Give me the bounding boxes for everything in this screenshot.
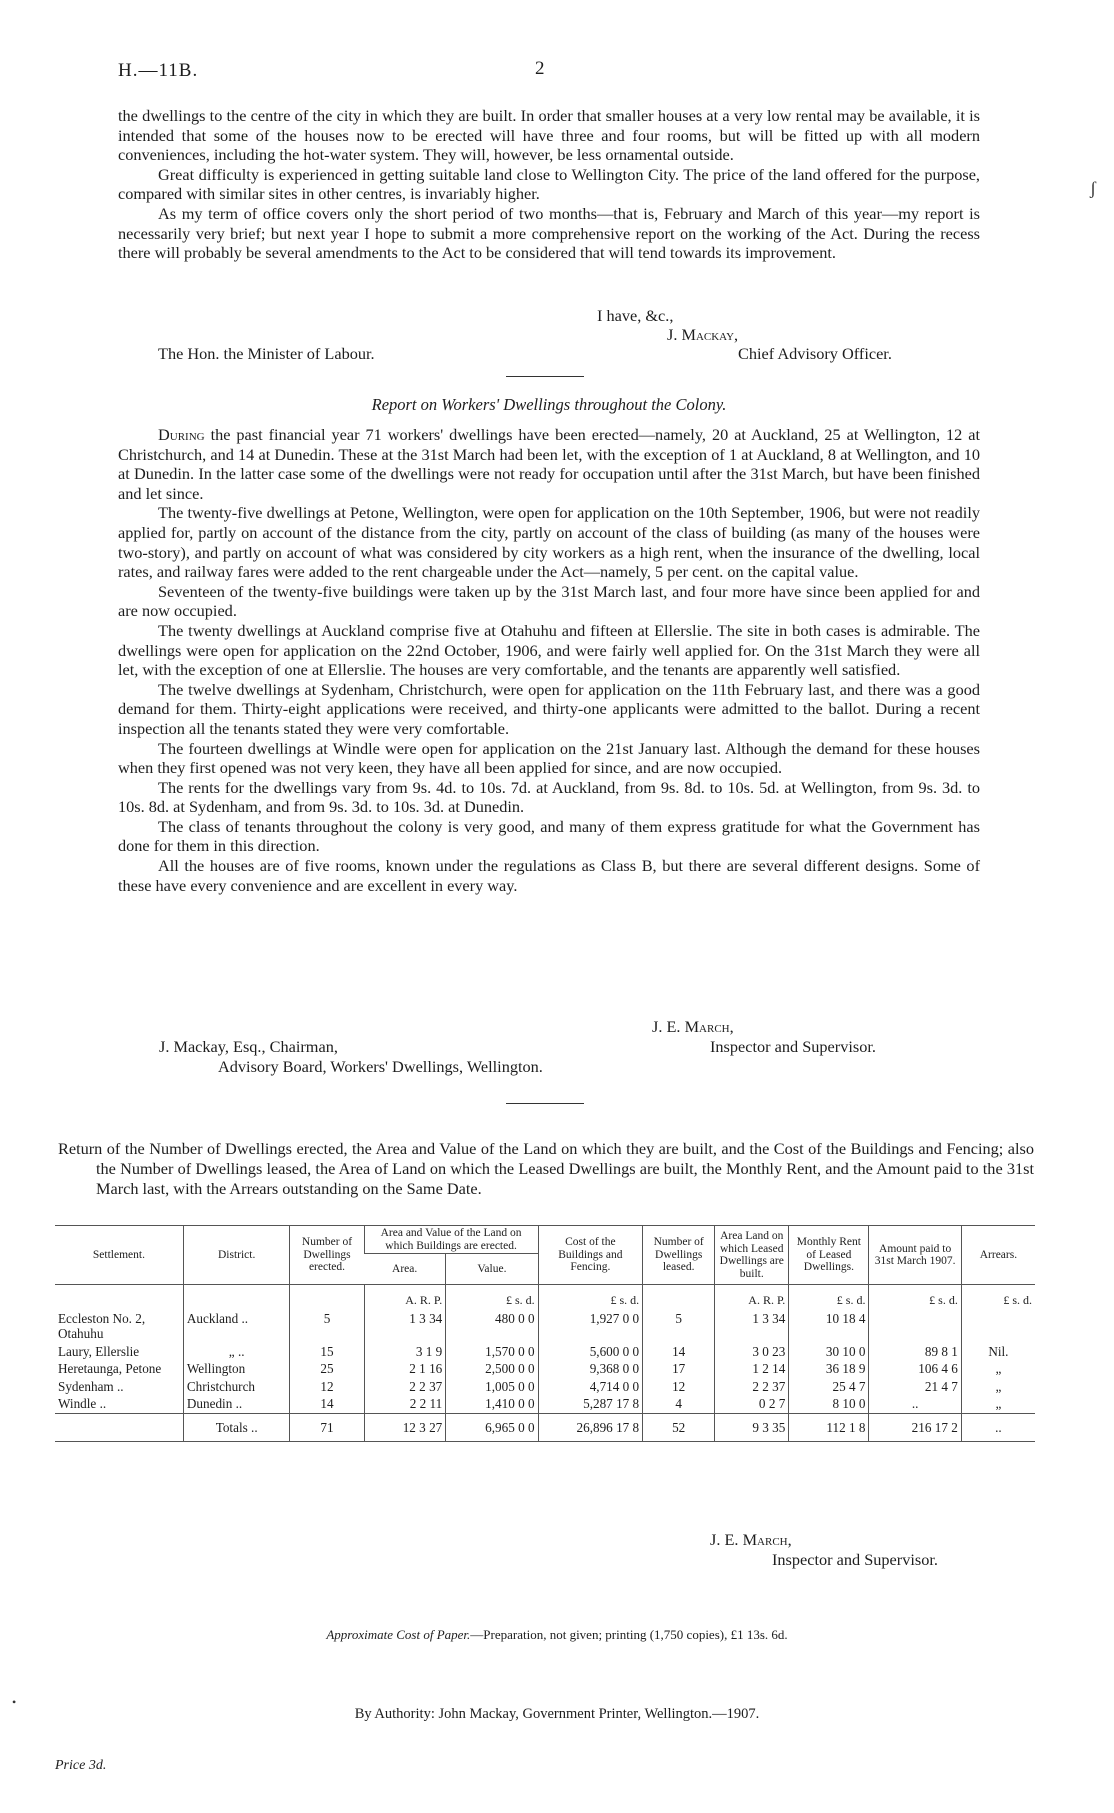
totals-arrears: .. bbox=[961, 1413, 1035, 1442]
cell-paid: 106 4 6 bbox=[869, 1360, 961, 1378]
cost-note-label: Approximate Cost of Paper. bbox=[326, 1627, 471, 1642]
report-paragraph: Seventeen of the twenty-five buildings were taken up by the 31st March last, and four more have since been applied for and are now occupied. bbox=[118, 581, 980, 621]
unit-label: £ s. d. bbox=[961, 1285, 1035, 1310]
cell-value: 1,410 0 0 bbox=[446, 1395, 538, 1413]
cell-area: 2 2 11 bbox=[364, 1395, 446, 1413]
col-header-value: Value. bbox=[446, 1254, 538, 1285]
totals-paid: 216 17 2 bbox=[869, 1413, 961, 1442]
return-heading bbox=[58, 1139, 1034, 1198]
letter-paragraph: Great difficulty is experienced in getting suitable land close to Wellington City. The price of the land offered for the purpose, compared with similar sites in other centres, is invariably higher. bbox=[118, 164, 980, 204]
cell-rent: 25 4 7 bbox=[789, 1378, 869, 1396]
cell-area: 2 1 16 bbox=[364, 1360, 446, 1378]
cell-leased: 14 bbox=[643, 1343, 715, 1361]
cell-district: Auckland .. bbox=[183, 1310, 290, 1343]
cell-arrears: „ bbox=[961, 1395, 1035, 1413]
cell-rent: 30 10 0 bbox=[789, 1343, 869, 1361]
report-addressee-line1: J. Mackay, Esq., Chairman, bbox=[159, 1037, 338, 1056]
col-header-rent: Monthly Rent of Leased Dwellings. bbox=[789, 1226, 869, 1285]
cost-note-text: —Preparation, not given; printing (1,750 copies), £1 13s. 6d. bbox=[470, 1627, 788, 1642]
report-paragraph: All the houses are of five rooms, known under the regulations as Class B, but there are several different designs. Some of these have every convenience and are excellent in every way. bbox=[118, 856, 980, 895]
document-reference: H.—11B. bbox=[118, 60, 199, 81]
report-addressee-line2: Advisory Board, Workers' Dwellings, Wellington. bbox=[218, 1057, 543, 1076]
letter-body bbox=[118, 106, 980, 263]
totals-value: 6,965 0 0 bbox=[446, 1413, 538, 1442]
totals-cost: 26,896 17 8 bbox=[538, 1413, 643, 1442]
report-body bbox=[118, 425, 980, 895]
report-paragraph: The twenty-five dwellings at Petone, Wellington, were open for application on the 10th September, 1906, but were not readily applied for, partly on account of the distance from the city, partly on account of the class of building (as many of the houses were two-story), and partly on account of what was considered by city workers as a high rent, when the insurance of the dwelling, local rates, and railway fares were added to the rent chargeable under the Act—namely, 5 per cent. on the capital value. bbox=[118, 503, 980, 582]
report-paragraph: The twelve dwellings at Sydenham, Christchurch, were open for application on the 11th February last, and there was a good demand for them. Thirty-eight applications were received, and thirty-one applicants were admitted to the ballot. During a recent inspection all the tenants stated they were very comfortable. bbox=[118, 679, 980, 738]
letter-closing: I have, &c., bbox=[597, 306, 674, 325]
section-divider bbox=[506, 1103, 584, 1104]
cell-paid: 21 4 7 bbox=[869, 1378, 961, 1396]
cell-settlement: Eccleston No. 2, Otahuhu bbox=[58, 1310, 146, 1341]
report-paragraph: The rents for the dwellings vary from 9s. 4d. to 10s. 7d. at Auckland, from 9s. 8d. to 10s. 5d. at Wellington, from 9s. 3d. to 10s. 8d. at Sydenham, and from 9s. 3d. to 10s. 3d. at Dunedin. bbox=[118, 777, 980, 817]
col-header-number: Number of Dwellings erected. bbox=[290, 1226, 364, 1285]
page-number: 2 bbox=[535, 58, 545, 79]
totals-number: 71 bbox=[290, 1413, 364, 1442]
cell-leased: 4 bbox=[643, 1395, 715, 1413]
report-paragraph: The fourteen dwellings at Windle were open for application on the 21st January last. Although the demand for these houses when they first opened was not very keen, they have all been applied for since, and are now occupied. bbox=[118, 738, 980, 778]
cell-cost: 4,714 0 0 bbox=[538, 1378, 643, 1396]
totals-area: 12 3 27 bbox=[364, 1413, 446, 1442]
cell-area: 3 1 9 bbox=[364, 1343, 446, 1361]
cell-district: Wellington bbox=[183, 1360, 290, 1378]
cell-leased-area: 1 3 34 bbox=[715, 1310, 789, 1343]
col-header-district: District. bbox=[183, 1226, 290, 1285]
cell-number: 5 bbox=[290, 1310, 364, 1343]
unit-label: A. R. P. bbox=[364, 1285, 446, 1310]
price-note: Price 3d. bbox=[55, 1758, 107, 1773]
col-header-cost: Cost of the Buildings and Fencing. bbox=[538, 1226, 643, 1285]
cell-paid: .. bbox=[869, 1395, 961, 1413]
cell-district: Christchurch bbox=[183, 1378, 290, 1396]
report-signer: J. E. March, bbox=[652, 1017, 734, 1036]
report-paragraph: The class of tenants throughout the colony is very good, and many of them express gratitude for what the Government has done for them in this direction. bbox=[118, 816, 980, 856]
col-header-area-value: Area and Value of the Land on which Buildings are erected. bbox=[364, 1226, 538, 1254]
col-header-leased-area: Area Land on which Leased Dwellings are built. bbox=[715, 1226, 789, 1285]
cell-arrears bbox=[961, 1310, 1035, 1343]
totals-row bbox=[55, 1413, 1035, 1442]
return-table bbox=[55, 1225, 1035, 1442]
cell-arrears: Nil. bbox=[961, 1343, 1035, 1361]
cell-cost: 5,287 17 8 bbox=[538, 1395, 643, 1413]
cell-paid bbox=[869, 1310, 961, 1343]
cell-leased-area: 3 0 23 bbox=[715, 1343, 789, 1361]
table-row bbox=[55, 1395, 1035, 1413]
letter-paragraph: As my term of office covers only the short period of two months—that is, February and March of this year—my report is necessarily very brief; but next year I hope to submit a more comprehensive report on the working of the Act. During the recess there will probably be several amendments to the Act to be considered that will tend towards its improvement. bbox=[118, 203, 980, 263]
cell-rent: 10 18 4 bbox=[789, 1310, 869, 1343]
section-divider bbox=[506, 376, 584, 377]
table-row bbox=[55, 1343, 1035, 1361]
table-row bbox=[55, 1310, 1035, 1343]
return-heading-text: Return of the Number of Dwellings erected, the Area and Value of the Land on which they are built, and the Cost of the Buildings and Fencing; also the Number of Dwellings leased, the Area of Land on which the Leased Dwellings are built, the Monthly Rent, and the Amount paid to the 31st March last, with the Arrears outstanding on the Same Date. bbox=[58, 1139, 1034, 1198]
cell-value: 2,500 0 0 bbox=[446, 1360, 538, 1378]
cell-leased: 5 bbox=[643, 1310, 715, 1343]
report-lead-word: During bbox=[158, 425, 205, 444]
cell-settlement: Heretaunga, Petone bbox=[58, 1361, 162, 1376]
cell-value: 1,570 0 0 bbox=[446, 1343, 538, 1361]
cell-cost: 1,927 0 0 bbox=[538, 1310, 643, 1343]
margin-mark: ʃ bbox=[1090, 178, 1096, 198]
col-header-settlement: Settlement. bbox=[55, 1226, 183, 1285]
table-row bbox=[55, 1360, 1035, 1378]
table-signer: J. E. March, bbox=[710, 1530, 792, 1549]
cell-rent: 36 18 9 bbox=[789, 1360, 869, 1378]
report-paragraph: The twenty dwellings at Auckland comprise five at Otahuhu and fifteen at Ellerslie. The site in both cases is admirable. The dwellings were open for application on the 22nd October, 1906, and were fairly well applied for. On the 31st March they were all let, with the exception of one at Ellerslie. The houses are very comfortable, and the tenants are apparently well satisfied. bbox=[118, 620, 980, 680]
col-header-arrears: Arrears. bbox=[961, 1226, 1035, 1285]
letter-addressee: The Hon. the Minister of Labour. bbox=[158, 344, 375, 363]
printer-authority: By Authority: John Mackay, Government Printer, Wellington.—1907. bbox=[354, 1706, 760, 1722]
units-row bbox=[55, 1285, 1035, 1310]
col-header-area: Area. bbox=[364, 1254, 446, 1285]
col-header-leased: Number of Dwellings leased. bbox=[643, 1226, 715, 1285]
cell-leased: 12 bbox=[643, 1378, 715, 1396]
cell-leased-area: 2 2 37 bbox=[715, 1378, 789, 1396]
totals-label: Totals .. bbox=[183, 1413, 290, 1442]
cell-leased-area: 1 2 14 bbox=[715, 1360, 789, 1378]
cell-settlement: Sydenham .. bbox=[58, 1378, 124, 1394]
letter-signer: J. Mackay, bbox=[667, 325, 739, 344]
report-signer-title: Inspector and Supervisor. bbox=[710, 1037, 876, 1056]
cell-settlement: Laury, Ellerslie bbox=[58, 1343, 140, 1359]
report-title: Report on Workers' Dwellings throughout the Colony. bbox=[371, 395, 727, 414]
cell-number: 14 bbox=[290, 1395, 364, 1413]
totals-leased-area: 9 3 35 bbox=[715, 1413, 789, 1442]
cell-area: 1 3 34 bbox=[364, 1310, 446, 1343]
cell-arrears: „ bbox=[961, 1378, 1035, 1396]
unit-label: A. R. P. bbox=[715, 1285, 789, 1310]
report-paragraph: the past financial year 71 workers' dwellings have been erected—namely, 20 at Auckland, 25 at Wellington, 12 at Christchurch, and 14 at Dunedin. These at the 31st March had been let, with the exception of 1 at Auckland, 8 at Wellington, and 10 at Dunedin. In the latter case some of the dwellings were not ready for occupation until after the 31st March, but have been finished and let since. bbox=[118, 425, 980, 503]
unit-label: £ s. d. bbox=[538, 1285, 643, 1310]
letter-signer-title: Chief Advisory Officer. bbox=[738, 344, 892, 363]
unit-label: £ s. d. bbox=[869, 1285, 961, 1310]
cell-area: 2 2 37 bbox=[364, 1378, 446, 1396]
cell-leased: 17 bbox=[643, 1360, 715, 1378]
cell-value: 480 0 0 bbox=[446, 1310, 538, 1343]
totals-rent: 112 1 8 bbox=[789, 1413, 869, 1442]
cell-cost: 9,368 0 0 bbox=[538, 1360, 643, 1378]
cost-note bbox=[0, 1627, 1114, 1643]
cell-arrears: „ bbox=[961, 1360, 1035, 1378]
cell-number: 25 bbox=[290, 1360, 364, 1378]
table-row bbox=[55, 1378, 1035, 1396]
col-header-paid: Amount paid to 31st March 1907. bbox=[869, 1226, 961, 1285]
table-signer-title: Inspector and Supervisor. bbox=[772, 1550, 938, 1569]
cell-district: „ .. bbox=[183, 1343, 290, 1361]
cell-value: 1,005 0 0 bbox=[446, 1378, 538, 1396]
cell-number: 12 bbox=[290, 1378, 364, 1396]
cell-cost: 5,600 0 0 bbox=[538, 1343, 643, 1361]
unit-label: £ s. d. bbox=[446, 1285, 538, 1310]
cell-paid: 89 8 1 bbox=[869, 1343, 961, 1361]
cell-settlement: Windle .. bbox=[58, 1396, 107, 1411]
totals-leased: 52 bbox=[643, 1413, 715, 1442]
cell-rent: 8 10 0 bbox=[789, 1395, 869, 1413]
unit-label: £ s. d. bbox=[789, 1285, 869, 1310]
letter-paragraph: the dwellings to the centre of the city in which they are built. In order that smaller houses at a very low rental may be available, it is intended that some of the houses now to be erected will have three and four rooms, but will be fitted up with all modern conveniences, including the hot-water system. They will, however, be less ornamental outside. bbox=[118, 106, 980, 165]
cell-leased-area: 0 2 7 bbox=[715, 1395, 789, 1413]
cell-district: Dunedin .. bbox=[183, 1395, 290, 1413]
cell-number: 15 bbox=[290, 1343, 364, 1361]
margin-dot: • bbox=[12, 1695, 17, 1709]
